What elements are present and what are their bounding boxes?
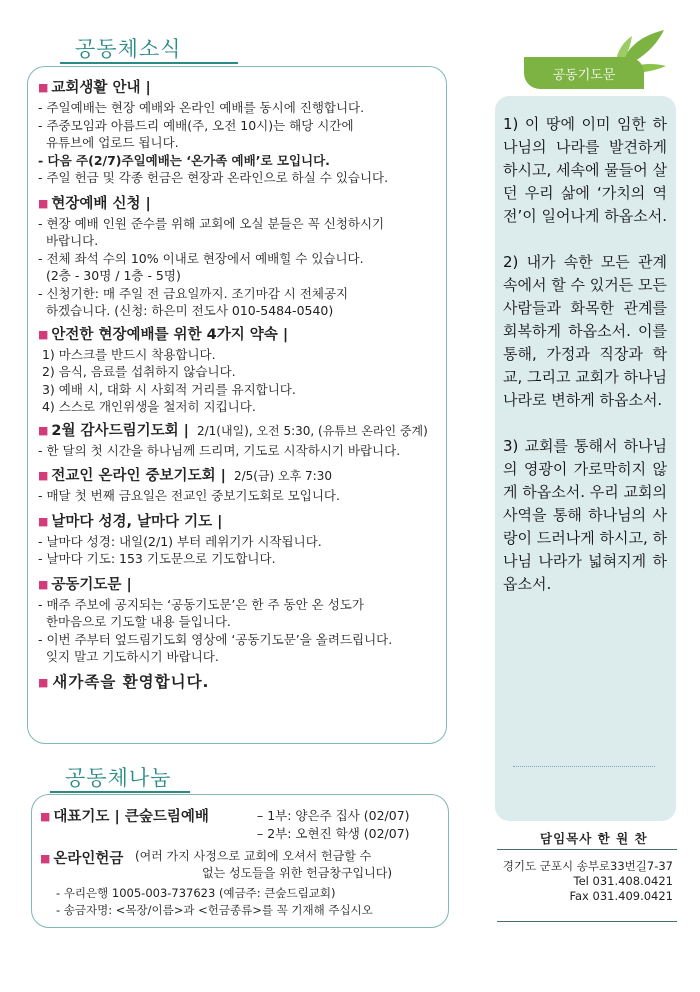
- news-line: - 날마다 기도: 153 기도문으로 기도합니다.: [38, 551, 276, 566]
- rep-prayer-line2: – 2부: 오현진 학생 (02/07): [257, 826, 410, 841]
- bullet-square-icon: ■: [38, 196, 49, 210]
- news-line: 3) 예배 시, 대화 시 사회적 거리를 유지합니다.: [38, 381, 296, 397]
- news-section-heading-sub: 2/1(내일), 오전 5:30, (유튜브 온라인 중계): [196, 423, 428, 438]
- news-section-heading: ■ 교회생활 안내 |: [38, 80, 151, 96]
- offering-desc1: (여러 가지 사정으로 교회에 오셔서 헌금할 수: [135, 849, 372, 863]
- news-section: [38, 324, 442, 416]
- bullet-square-icon: ■: [40, 810, 51, 823]
- pastor-name: 담임목사 한 원 찬: [540, 831, 648, 846]
- sharing-title: 공동체나눔: [65, 766, 172, 790]
- news-line: 유튜브에 업로드 됩니다.: [38, 135, 179, 150]
- bullet-square-icon: ■: [38, 423, 49, 437]
- news-box: [27, 66, 447, 744]
- bullet-square-icon: ■: [38, 469, 49, 482]
- bullet-square-icon: ■: [38, 514, 49, 528]
- footer-tel: Tel 031.408.0421: [573, 874, 673, 888]
- prayer-paragraph: 3) 교회를 통해서 하나님의 영광이 가로막히지 않게 하옵소서. 우리 교회의 사역을 통해 하나님의 사랑이 드러나게 하시고, 하나님 나라가 넓혀지게 하옵소서.: [503, 437, 667, 593]
- bullet-square-icon: ■: [38, 675, 50, 689]
- bullet-square-icon: ■: [38, 81, 49, 94]
- news-section: [38, 511, 442, 568]
- footer-rule-bottom: [497, 921, 677, 922]
- news-section-heading: ■ 공동기도문 |: [38, 576, 132, 593]
- news-section-heading: ■ 전교인 온라인 중보기도회 | 2/5(금) 오후 7:30: [38, 468, 332, 484]
- news-section: [38, 465, 442, 505]
- news-line: 1) 마스크를 반드시 착용합니다.: [38, 346, 216, 362]
- news-line: - 주중모임과 아름드리 예배(주, 오전 10시)는 해당 시간에: [38, 117, 354, 133]
- news-line: - 전체 좌석 수의 10% 이내로 현장에서 예배힐 수 있습니다.: [38, 250, 364, 266]
- news-line: - 주일 헌금 및 각종 헌금은 현장과 온라인으로 하실 수 있습니다.: [38, 170, 389, 185]
- news-line: - 다음 주(2/7)주일예배는 ‘온가족 예배’로 모입니다.: [38, 152, 330, 168]
- news-section-heading: ■ 안전한 현장예배를 위한 4가지 약속 |: [38, 326, 289, 343]
- news-line: - 날마다 성경: 내일(2/1) 부터 레위기가 시작됩니다.: [38, 533, 322, 549]
- news-section: [38, 77, 442, 187]
- news-section-heading-sub: 2/5(금) 오후 7:30: [233, 469, 332, 483]
- footer-rule-top: [497, 849, 677, 850]
- news-title: 공동체소식: [75, 37, 182, 61]
- bullet-square-icon: ■: [38, 577, 49, 591]
- news-section: [38, 193, 442, 320]
- news-title-underline: [60, 62, 238, 64]
- rep-prayer-line1: – 1부: 양은주 집사 (02/07): [257, 808, 410, 823]
- news-line: - 매주 주보에 공지되는 ‘공동기도문’은 한 주 동안 온 성도가: [38, 596, 364, 612]
- news-line: 4) 스스로 개인위생을 철저히 지킵니다.: [38, 399, 256, 414]
- offering-desc2: 없는 성도들을 위한 헌금창구입니다): [202, 866, 393, 880]
- sharing-title-underline: [50, 791, 190, 793]
- news-section-heading: ■ 날마다 성경, 날마다 기도 |: [38, 513, 223, 530]
- offering-heading: ■ 온라인헌금: [40, 851, 124, 867]
- sharing-box: [31, 794, 449, 928]
- bullet-square-icon: ■: [40, 852, 51, 865]
- news-line: - 한 달의 첫 시간을 하나님께 드리며, 기도로 시작하시기 바랍니다.: [38, 442, 401, 458]
- prayer-panel: [495, 96, 676, 821]
- news-line: - 현장 예배 인원 준수를 위해 교회에 오실 분들은 꼭 신청하시기: [38, 215, 385, 231]
- news-line: - 신청기한: 매 주일 전 금요일까지. 조기마감 시 전체공지: [38, 285, 349, 301]
- news-section: [38, 420, 442, 460]
- news-line: 하겠습니다. (신청: 하은미 전도사 010-5484-0540): [38, 303, 334, 318]
- offering-sender: - 송금자명: <목장/이름>과 <헌금종류>를 꼭 기재해 주십시오: [56, 903, 373, 917]
- prayer-paragraph: 1) 이 땅에 이미 임한 하나님의 나라를 발견하게 하시고, 세속에 물들어 살던 우리 삶에 ‘가치의 역전’이 일어나게 하옵소서.: [503, 115, 667, 225]
- prayer-divider: [513, 766, 655, 767]
- news-content: [38, 77, 442, 693]
- offering-bank: - 우리은행 1005-003-737623 (예금주: 큰숲드림교회): [56, 886, 336, 900]
- prayer-paragraph: 2) 내가 속한 모든 관계 속에서 할 수 있거든 모든 사람들과 화목한 관계를 회복하게 하옵소서. 이를 통해, 가정과 직장과 학교, 그리고 교회가 하나님 나라로 변하게 하옵소서.: [503, 253, 667, 409]
- prayer-content: [503, 113, 667, 619]
- news-line: 바랍니다.: [38, 233, 99, 248]
- news-section-heading: ■ 2월 감사드림기도회 | 2/1(내일), 오전 5:30, (유튜브 온라인 중계): [38, 422, 428, 439]
- news-line: 한마음으로 기도할 내용 들입니다.: [38, 614, 231, 629]
- news-section-heading: ■ 현장예배 신청 |: [38, 195, 151, 212]
- footer-address: 경기도 군포시 송부로33번길7-37: [502, 859, 673, 873]
- bullet-square-icon: ■: [38, 327, 49, 341]
- news-line: - 이번 주부터 엎드림기도회 영상에 ‘공동기도문’을 올려드립니다.: [38, 631, 393, 647]
- footer-fax: Fax 031.409.0421: [569, 889, 673, 903]
- prayer-tag: 공동기도문: [524, 57, 644, 89]
- news-line: 2) 음식, 음료를 섭취하지 않습니다.: [38, 364, 236, 379]
- news-section: [38, 574, 442, 666]
- rep-prayer-heading: ■ 대표기도 | 큰숲드림예배: [40, 809, 209, 825]
- news-line: (2층 - 30명 / 1층 - 5명): [38, 268, 181, 283]
- news-line: - 매달 첫 번째 금요일은 전교인 중보기도회로 모입니다.: [38, 488, 340, 503]
- news-section: [38, 672, 442, 693]
- news-section-heading: ■ 새가족을 환영합니다.: [38, 672, 210, 691]
- news-line: 잊지 말고 기도하시기 바랍니다.: [38, 649, 219, 664]
- news-line: - 주일예배는 현장 예배와 온라인 예배를 동시에 진행합니다.: [38, 100, 365, 115]
